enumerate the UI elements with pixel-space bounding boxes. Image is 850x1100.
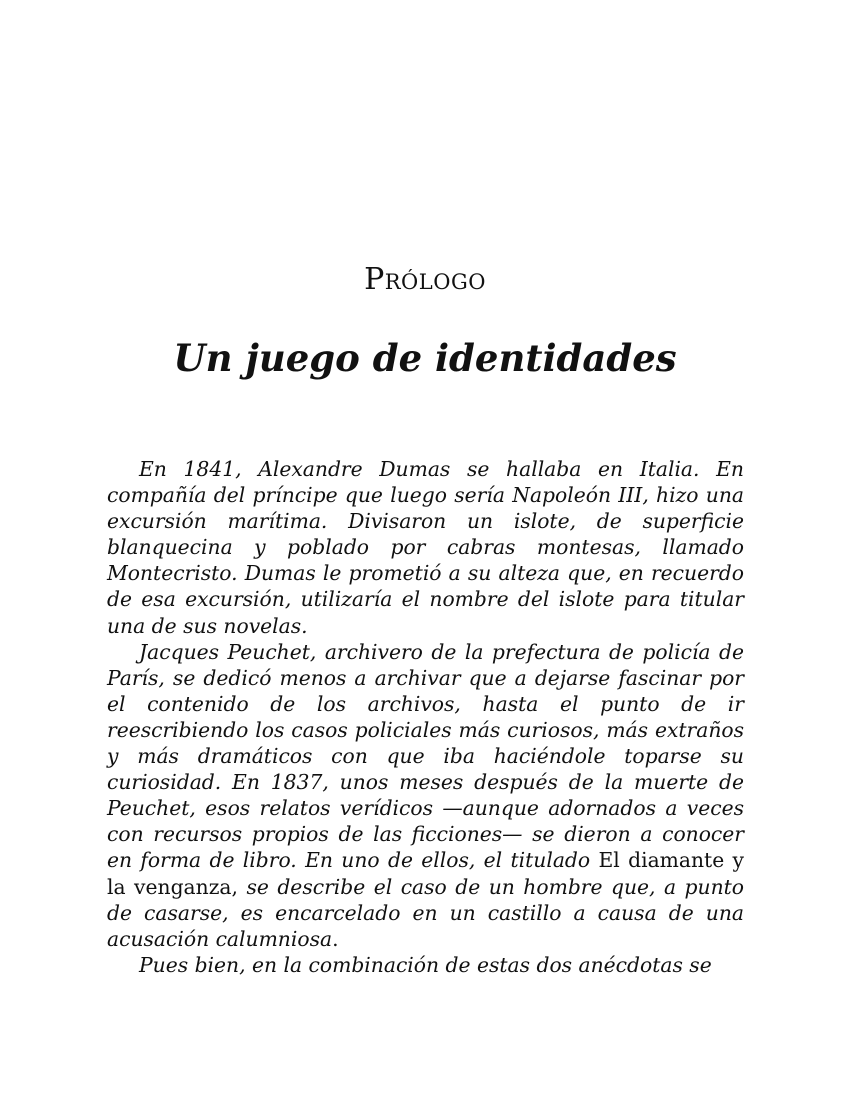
- chapter-title: Un juego de identidades: [173, 336, 677, 380]
- chapter-kicker: Prólogo: [364, 262, 486, 297]
- book-title: El diamante y la venganza,: [107, 848, 744, 899]
- paragraph-2-after: se describe el caso de un hombre que, a punto de casarse, es encarcelado en un castillo a causa de una acusación calumniosa: [107, 874, 744, 951]
- paragraph-2-end: .: [332, 926, 339, 951]
- paragraph-3-text: Pues bien, en la combinación de estas dos anécdotas se: [139, 952, 712, 977]
- paragraph-2-before: Jacques Peuchet, archivero de la prefectura de policía de París, se dedicó menos a archivar que a dejarse fascinar por el contenido de los archivos, hasta el punto de ir reescribiendo los casos policiales más curiosos, más extraños y más dramáticos con que iba haciéndole toparse su curiosidad. En 1837, unos meses después de la muerte de Peuchet, esos relatos verídicos —aunque adornados a veces con recursos propios de las ficciones— se dieron a conocer en forma de libro. En uno de ellos, el titulado: [107, 639, 744, 873]
- paragraph-1-text: En 1841, Alexandre Dumas se hallaba en Italia. En compañía del príncipe que luego sería Napoleón III, hizo una excursión marítima. Divisaron un islote, de superficie blanquecina y poblado por cabras montesas, llamado Montecristo. Dumas le prometió a su alteza que, en recuerdo de esa excursión, utilizaría el nombre del islote para titular una de sus novelas.: [107, 457, 744, 638]
- paragraph-1: [107, 456, 744, 639]
- paragraph-3: [107, 952, 744, 978]
- paragraph-2: [107, 639, 744, 952]
- body-text: [107, 456, 744, 978]
